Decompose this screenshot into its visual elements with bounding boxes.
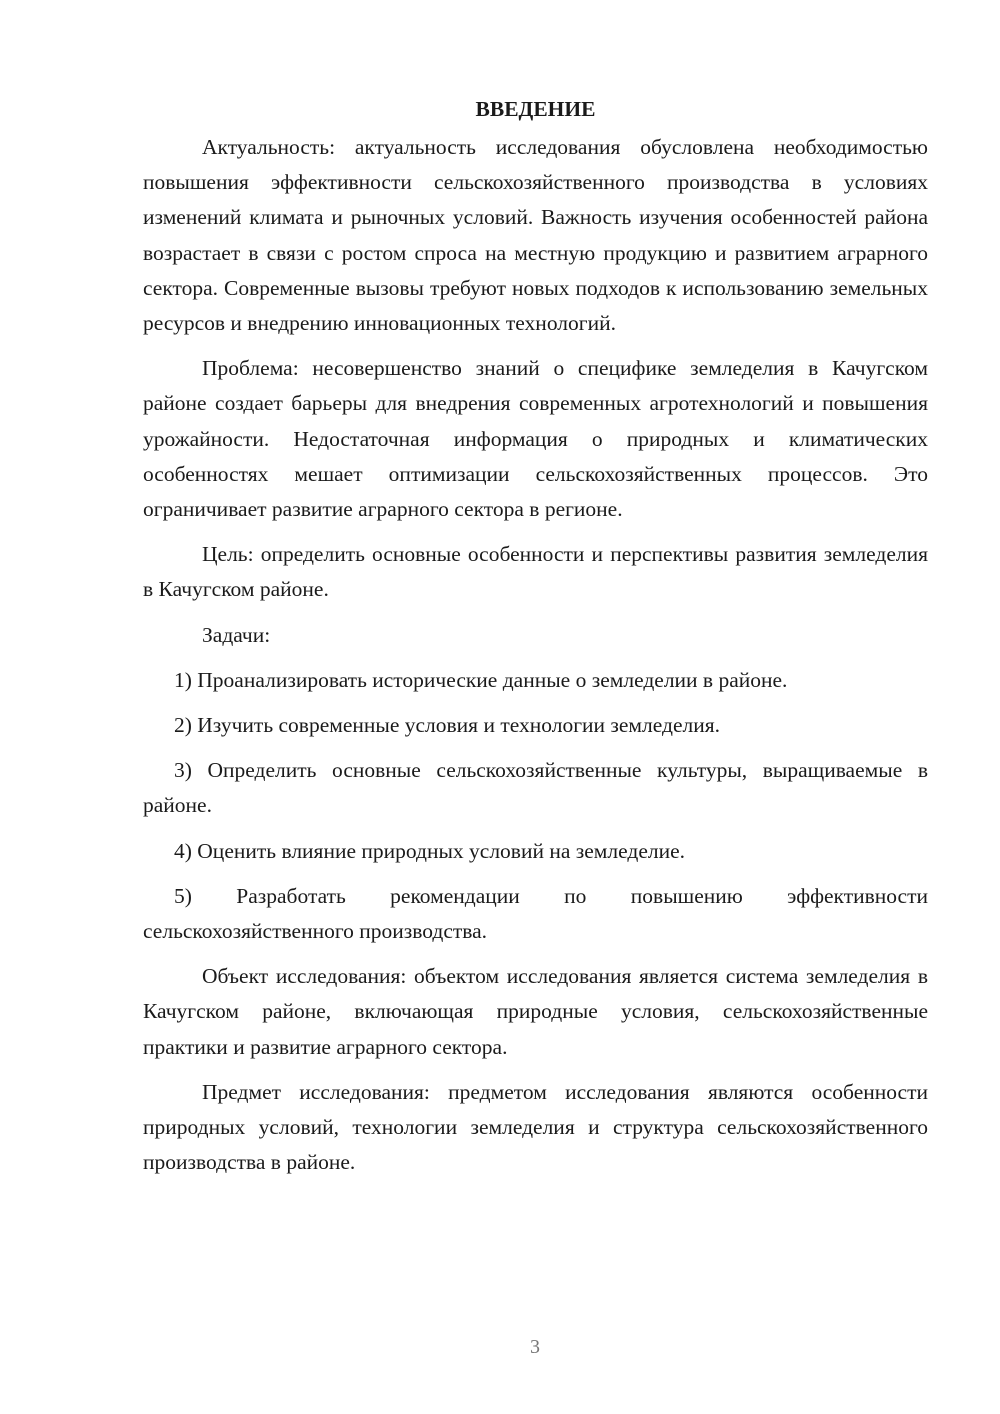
page-title: ВВЕДЕНИЕ (475, 97, 596, 121)
task-item-5: 5) Разработать рекомендации по повышению эффективности сельскохозяйственного производства. (143, 883, 928, 944)
paragraph-problem: Проблема: несовершенство знаний о специфике земледелия в Качугском районе создает барьеры для внедрения современных агротехнологий и повышения урожайности. Недостаточная информация о природных и климатических особенностях мешает оптимизации сельскохозяйственных процессов. Это ограничивает развитие аграрного сектора в регионе. (143, 356, 928, 522)
task-item-3: 3) Определить основные сельскохозяйственные культуры, выращиваемые в районе. (143, 758, 928, 818)
page-number: 3 (530, 1336, 540, 1358)
tasks-heading: Задачи: (202, 622, 271, 647)
paragraph-subject: Предмет исследования: предметом исследования являются особенности природных условий, технологии земледелия и структура сельскохозяйственного производства в районе. (143, 1079, 928, 1175)
paragraph-relevance: Актуальность: актуальность исследования обусловлена необходимостью повышения эффективности сельскохозяйственного производства в условиях изменений климата и рыночных условий. Важность изучения особенностей района возрастает в связи с ростом спроса на местную продукцию и развитием аграрного сектора. Современные вызовы требуют новых подходов к использованию земельных ресурсов и внедрению инновационных технологий. (143, 135, 928, 336)
task-item-1: 1) Проанализировать исторические данные о земледелии в районе. (174, 667, 788, 692)
paragraph-object: Объект исследования: объектом исследования является система земледелия в Качугском районе, включающая природные условия, сельскохозяйственные практики и развитие аграрного сектора. (143, 964, 928, 1059)
task-item-2: 2) Изучить современные условия и технологии земледелия. (174, 713, 721, 738)
page-content (143, 92, 928, 1190)
task-item-4: 4) Оценить влияние природных условий на земледелие. (174, 838, 686, 863)
paragraph-goal: Цель: определить основные особенности и перспективы развития земледелия в Качугском районе. (143, 542, 928, 602)
